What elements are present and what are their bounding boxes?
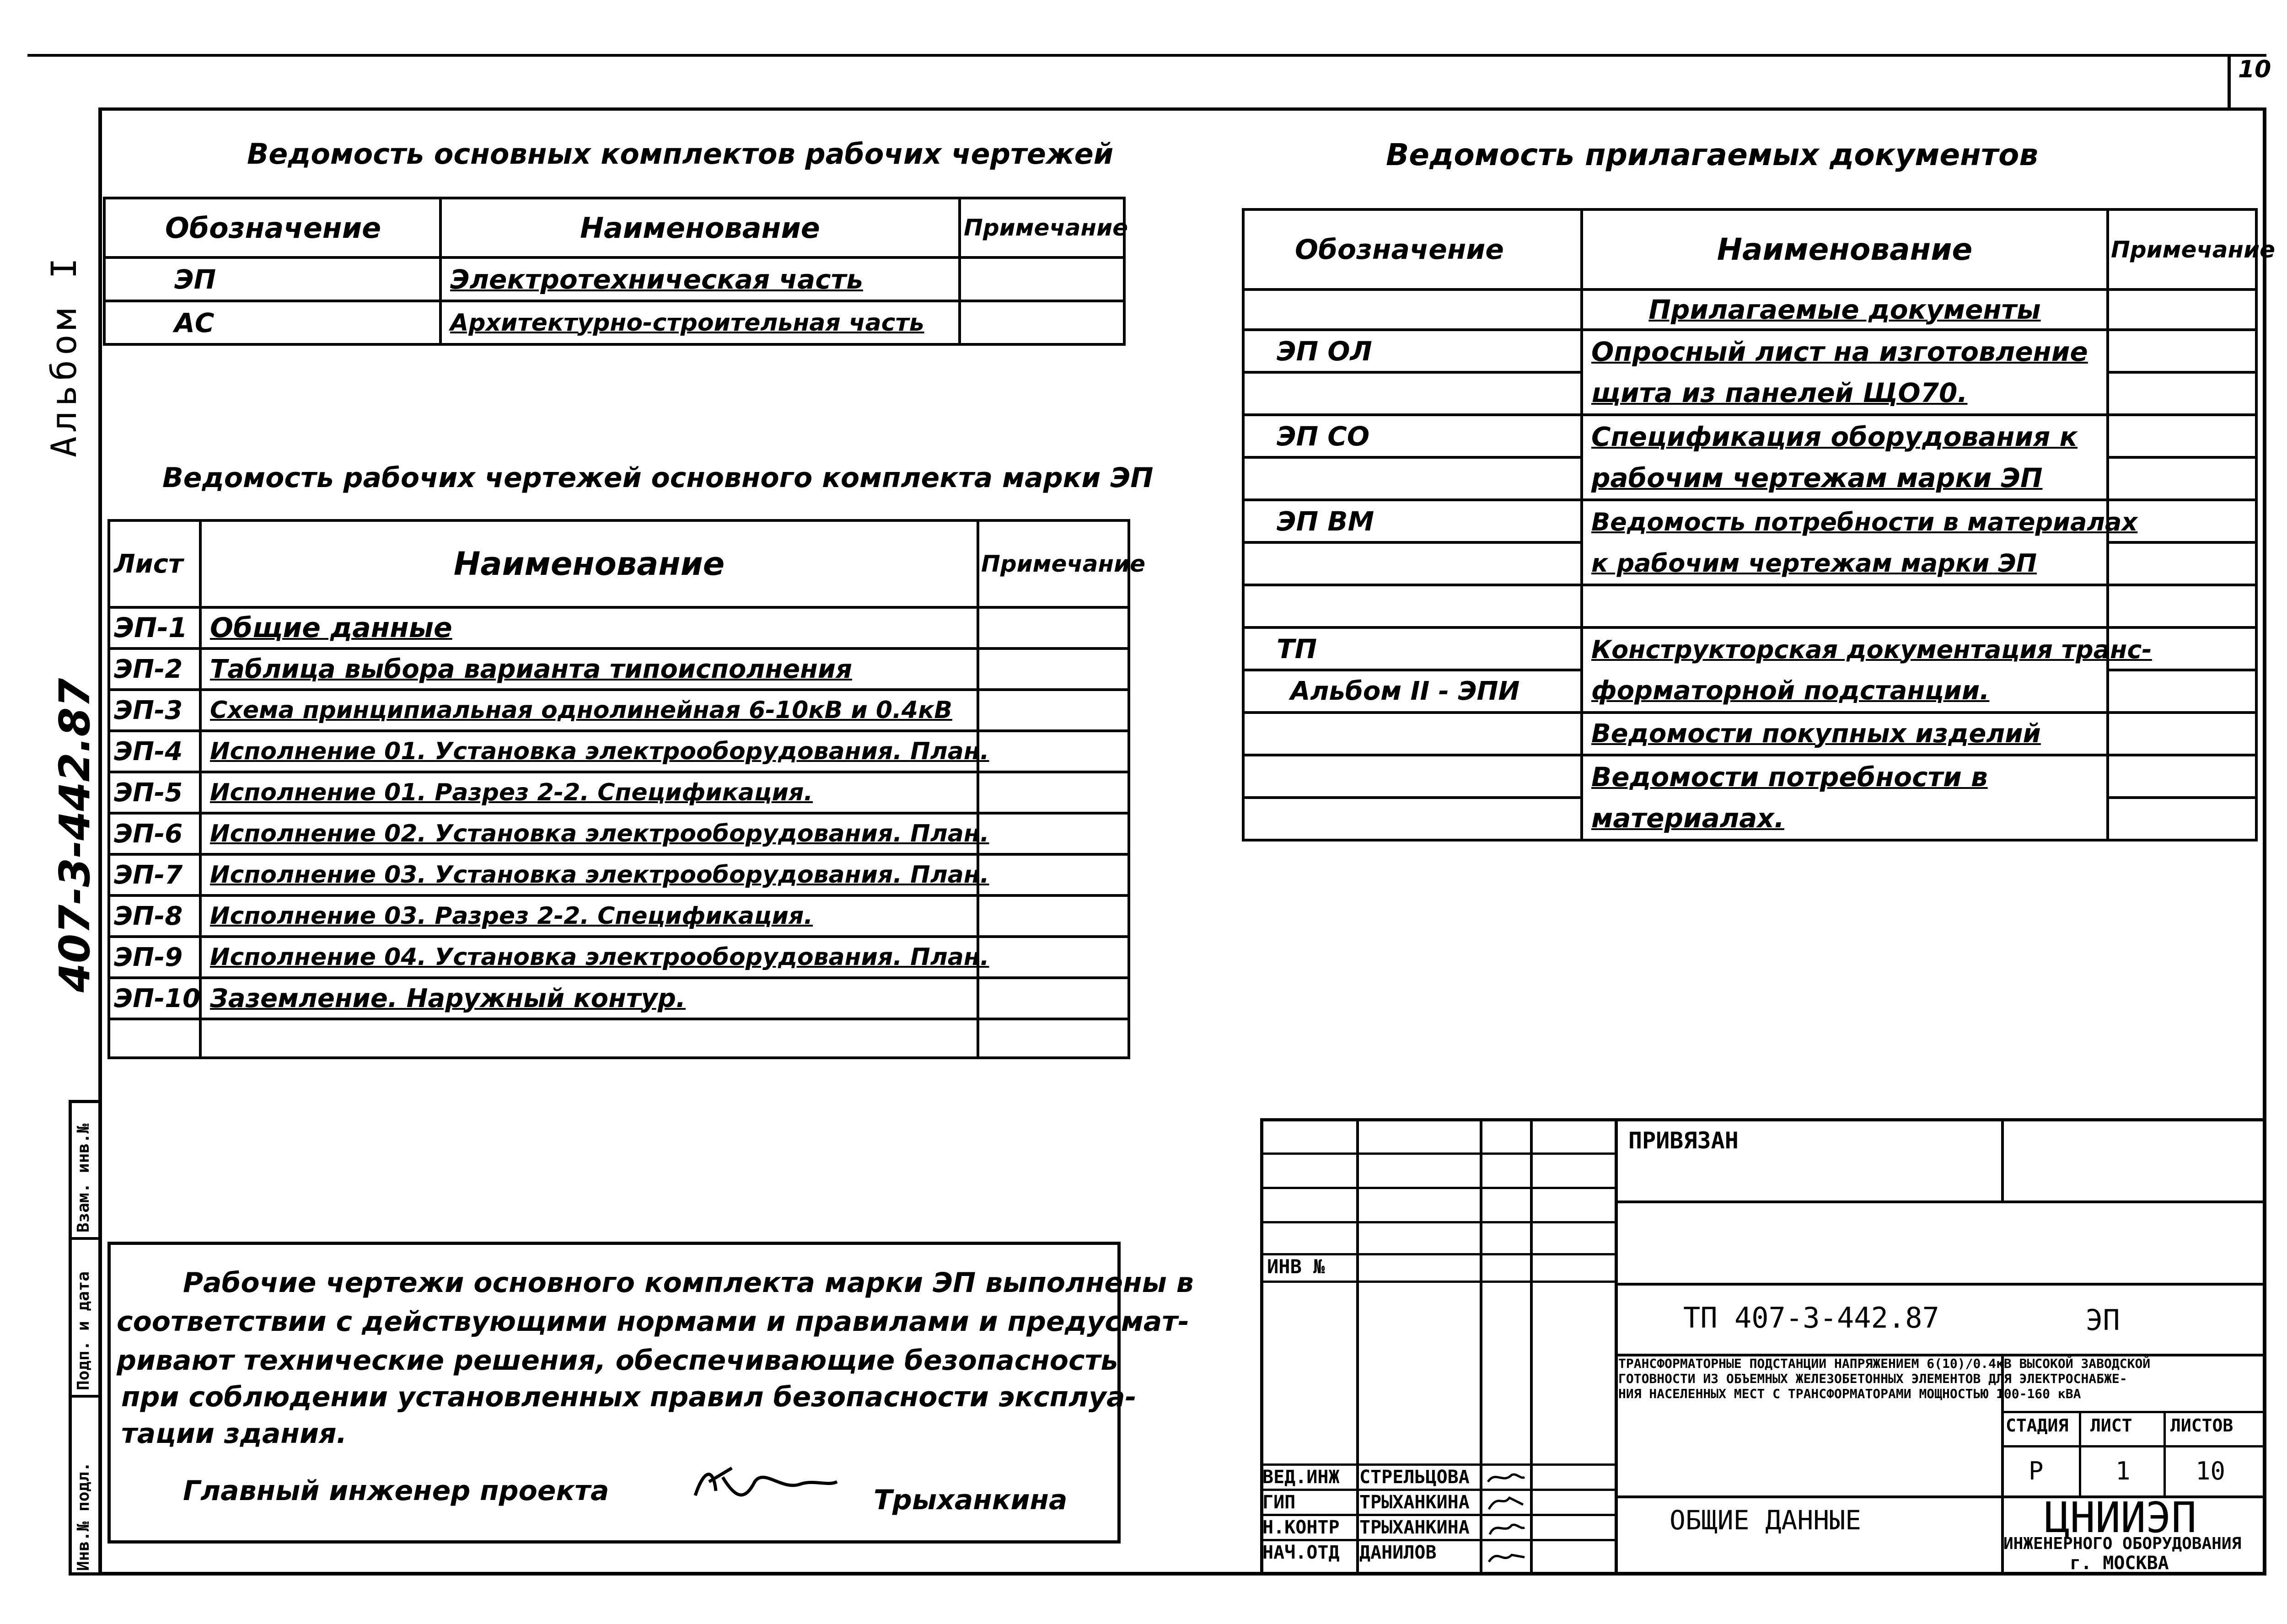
row-note <box>978 772 1129 813</box>
strip-label-replace: Взам. инв.№ <box>74 1123 93 1233</box>
row-sheet: ЭП-2 <box>109 649 200 690</box>
row-sheet <box>109 1019 200 1058</box>
col-header-code: Обозначение <box>104 198 440 257</box>
statement-line-1: Рабочие чертежи основного комплекта марки ЭП выполнены в <box>183 1267 1194 1299</box>
table-row <box>109 690 1129 731</box>
row-name <box>200 1019 978 1058</box>
row-name: Ведомость потребности в материалах <box>1582 500 2108 542</box>
attached-docs-title: Ведомость прилагаемых документов <box>1386 137 2039 172</box>
inv-no-label: ИНВ № <box>1267 1255 1325 1278</box>
table-row <box>1243 457 2256 500</box>
row-note <box>2108 457 2256 500</box>
main-sets-table <box>103 197 1126 346</box>
row-code: ЭП ВМ <box>1243 500 1582 542</box>
organization-subtitle: ИНЖЕНЕРНОГО ОБОРУДОВАНИЯ <box>2003 1534 2242 1553</box>
row-sheet: ЭП-3 <box>109 690 200 731</box>
row-code <box>1243 585 1582 627</box>
row-sheet: ЭП-7 <box>109 854 200 895</box>
row-note <box>2108 415 2256 457</box>
row-name: Исполнение 04. Установка электрооборудования. План. <box>200 937 978 978</box>
row-code <box>1243 372 1582 415</box>
table-row <box>1243 670 2256 713</box>
signature-mark <box>691 1459 842 1509</box>
project-description-2: ГОТОВНОСТИ ИЗ ОБЪЕМНЫХ ЖЕЛЕЗОБЕТОННЫХ ЭЛЕМЕНТОВ ДЛЯ ЭЛЕКТРОСНАБЖЕ- <box>1618 1371 2127 1386</box>
signature-name-4: ДАНИЛОВ <box>1359 1542 1437 1563</box>
signature-scribbles <box>1484 1466 1528 1573</box>
col-header-name: Наименование <box>440 198 960 257</box>
signature-name-3: ТРЫХАНКИНА <box>1359 1517 1470 1538</box>
table-row <box>1243 542 2256 585</box>
row-name: Таблица выбора варианта типоисполнения <box>200 649 978 690</box>
row-note <box>978 937 1129 978</box>
row-code <box>1243 457 1582 500</box>
table-row <box>109 607 1129 649</box>
table-row <box>1243 289 2256 330</box>
row-name: к рабочим чертежам марки ЭП <box>1582 542 2108 585</box>
stage-label: СТАДИЯ <box>2006 1415 2069 1436</box>
row-code <box>1243 542 1582 585</box>
row-sheet: ЭП-8 <box>109 895 200 937</box>
signature-role-4: НАЧ.ОТД <box>1262 1542 1340 1563</box>
row-name: Ведомости потребности в <box>1582 755 2108 798</box>
table-row <box>104 301 1124 344</box>
row-code <box>1243 755 1582 798</box>
row-code: Альбом II - ЭПИ <box>1243 670 1582 713</box>
row-sheet: ЭП-4 <box>109 731 200 772</box>
row-name: Исполнение 01. Установка электрооборудования. План. <box>200 731 978 772</box>
table-row <box>1243 500 2256 542</box>
page-number: 10 <box>2238 56 2271 83</box>
row-code <box>1243 713 1582 755</box>
sheet-value: 1 <box>2115 1457 2131 1485</box>
table-row <box>109 854 1129 895</box>
signature-role-1: ВЕД.ИНЖ <box>1262 1467 1340 1488</box>
row-note <box>2108 542 2256 585</box>
table-row <box>1243 713 2256 755</box>
row-name: рабочим чертежам марки ЭП <box>1582 457 2108 500</box>
document-mark: ЭП <box>2086 1303 2120 1337</box>
sheet-title: ОБЩИЕ ДАННЫЕ <box>1670 1505 1862 1536</box>
row-code: ЭП СО <box>1243 415 1582 457</box>
row-name: Исполнение 03. Установка электрооборудования. План. <box>200 854 978 895</box>
row-note <box>978 649 1129 690</box>
row-note <box>960 257 1124 301</box>
table-row <box>1243 415 2256 457</box>
row-sheet: ЭП-1 <box>109 607 200 649</box>
organization-name: ЦНИИЭП <box>2045 1493 2197 1542</box>
statement-line-2: соответствии с действующими нормами и правилами и предусмат- <box>117 1306 1189 1338</box>
row-note <box>2108 670 2256 713</box>
table-row <box>1243 330 2256 372</box>
signature-name-2: ТРЫХАНКИНА <box>1359 1492 1470 1513</box>
project-description-1: ТРАНСФОРМАТОРНЫЕ ПОДСТАНЦИИ НАПРЯЖЕНИЕМ 6(10)/0.4кВ ВЫСОКОЙ ЗАВОДСКОЙ <box>1618 1356 2151 1371</box>
table-row <box>109 731 1129 772</box>
row-note <box>978 607 1129 649</box>
chief-engineer-name: Трыханкина <box>874 1484 1068 1516</box>
row-name: Схема принципиальная однолинейная 6-10кВ и 0.4кВ <box>200 690 978 731</box>
main-sets-title: Ведомость основных комплектов рабочих чертежей <box>247 137 1114 171</box>
row-code: АС <box>104 301 440 344</box>
row-name: Архитектурно-строительная часть <box>440 301 960 344</box>
attached-docs-table <box>1242 208 2276 841</box>
top-rule <box>27 54 2266 57</box>
row-name: Исполнение 01. Разрез 2-2. Спецификация. <box>200 772 978 813</box>
row-code <box>1243 289 1582 330</box>
sheet-label: ЛИСТ <box>2090 1415 2132 1436</box>
row-sheet: ЭП-10 <box>109 978 200 1019</box>
row-note <box>960 301 1124 344</box>
row-code: ЭП <box>104 257 440 301</box>
signature-role-3: Н.КОНТР <box>1262 1517 1340 1538</box>
col-header-code: Обозначение <box>1243 209 1582 289</box>
table-row <box>109 895 1129 937</box>
row-sheet: ЭП-5 <box>109 772 200 813</box>
row-name: форматорной подстанции. <box>1582 670 2108 713</box>
col-header-note: Примечание <box>978 520 1129 607</box>
sheets-label: ЛИСТОВ <box>2170 1415 2233 1436</box>
row-name: Спецификация оборудования к <box>1582 415 2108 457</box>
col-header-note: Примечание <box>2108 209 2256 289</box>
col-header-note: Примечание <box>960 198 1124 257</box>
working-drawings-table <box>107 519 1146 1059</box>
col-header-sheet: Лист <box>109 520 200 607</box>
row-note <box>978 895 1129 937</box>
row-name: Заземление. Наружный контур. <box>200 978 978 1019</box>
row-note <box>2108 585 2256 627</box>
table-row <box>109 978 1129 1019</box>
sheets-value: 10 <box>2196 1457 2226 1485</box>
privyazan-label: ПРИВЯЗАН <box>1628 1127 1739 1154</box>
row-name <box>1582 585 2108 627</box>
statement-line-3: ривают технические решения, обеспечивающие безопасность <box>117 1345 1118 1377</box>
row-note <box>978 854 1129 895</box>
row-name: Исполнение 02. Установка электрооборудования. План. <box>200 813 978 854</box>
row-sheet: ЭП-6 <box>109 813 200 854</box>
col-header-name: Наименование <box>1582 209 2108 289</box>
signature-name-1: СТРЕЛЬЦОВА <box>1359 1467 1470 1488</box>
row-note <box>978 1019 1129 1058</box>
row-note <box>978 978 1129 1019</box>
working-drawings-title: Ведомость рабочих чертежей основного комплекта марки ЭП <box>162 462 1154 494</box>
album-label: Альбом I <box>43 253 84 457</box>
stage-value: Р <box>2029 1457 2044 1485</box>
table-row <box>109 813 1129 854</box>
table-row <box>109 772 1129 813</box>
row-sheet: ЭП-9 <box>109 937 200 978</box>
table-row <box>109 649 1129 690</box>
row-note <box>978 813 1129 854</box>
row-name: Прилагаемые документы <box>1582 289 2108 330</box>
row-note <box>2108 755 2256 798</box>
document-code: ТП 407-3-442.87 <box>1683 1301 1939 1335</box>
row-code: ЭП ОЛ <box>1243 330 1582 372</box>
row-name: Опросный лист на изготовление <box>1582 330 2108 372</box>
table-row <box>1243 627 2256 670</box>
row-note <box>978 731 1129 772</box>
side-code: 407-3-442.87 <box>50 678 99 992</box>
row-name: щита из панелей ЩО70. <box>1582 372 2108 415</box>
col-header-name: Наименование <box>200 520 978 607</box>
row-name: Общие данные <box>200 607 978 649</box>
statement-line-5: тации здания. <box>121 1418 347 1450</box>
row-name: Конструкторская документация транс- <box>1582 627 2108 670</box>
row-note <box>2108 372 2256 415</box>
table-row <box>109 1019 1129 1058</box>
table-row <box>1243 372 2256 415</box>
table-row <box>109 937 1129 978</box>
row-note <box>978 690 1129 731</box>
signature-role-2: ГИП <box>1262 1492 1296 1513</box>
row-note <box>2108 798 2256 840</box>
table-row <box>1243 755 2256 798</box>
table-row <box>1243 798 2256 840</box>
row-name: Ведомости покупных изделий <box>1582 713 2108 755</box>
row-name: Исполнение 03. Разрез 2-2. Спецификация. <box>200 895 978 937</box>
organization-city: г. МОСКВА <box>2070 1553 2169 1574</box>
row-note <box>2108 289 2256 330</box>
strip-label-inv: Инв.№ подл. <box>74 1462 93 1571</box>
row-note <box>2108 713 2256 755</box>
statement-line-4: при соблюдении установленных правил безопасности эксплуа- <box>121 1381 1137 1413</box>
row-code: ТП <box>1243 627 1582 670</box>
row-name: материалах. <box>1582 798 2108 840</box>
strip-label-sign: Подп. и дата <box>74 1271 93 1390</box>
row-name: Электротехническая часть <box>440 257 960 301</box>
row-code <box>1243 798 1582 840</box>
project-description-3: НИЯ НАСЕЛЕННЫХ МЕСТ С ТРАНСФОРМАТОРАМИ МОЩНОСТЬЮ 100-160 кВА <box>1618 1386 2081 1401</box>
chief-engineer-label: Главный инженер проекта <box>183 1475 609 1507</box>
table-row <box>1243 585 2256 627</box>
table-row <box>104 257 1124 301</box>
row-note <box>2108 330 2256 372</box>
